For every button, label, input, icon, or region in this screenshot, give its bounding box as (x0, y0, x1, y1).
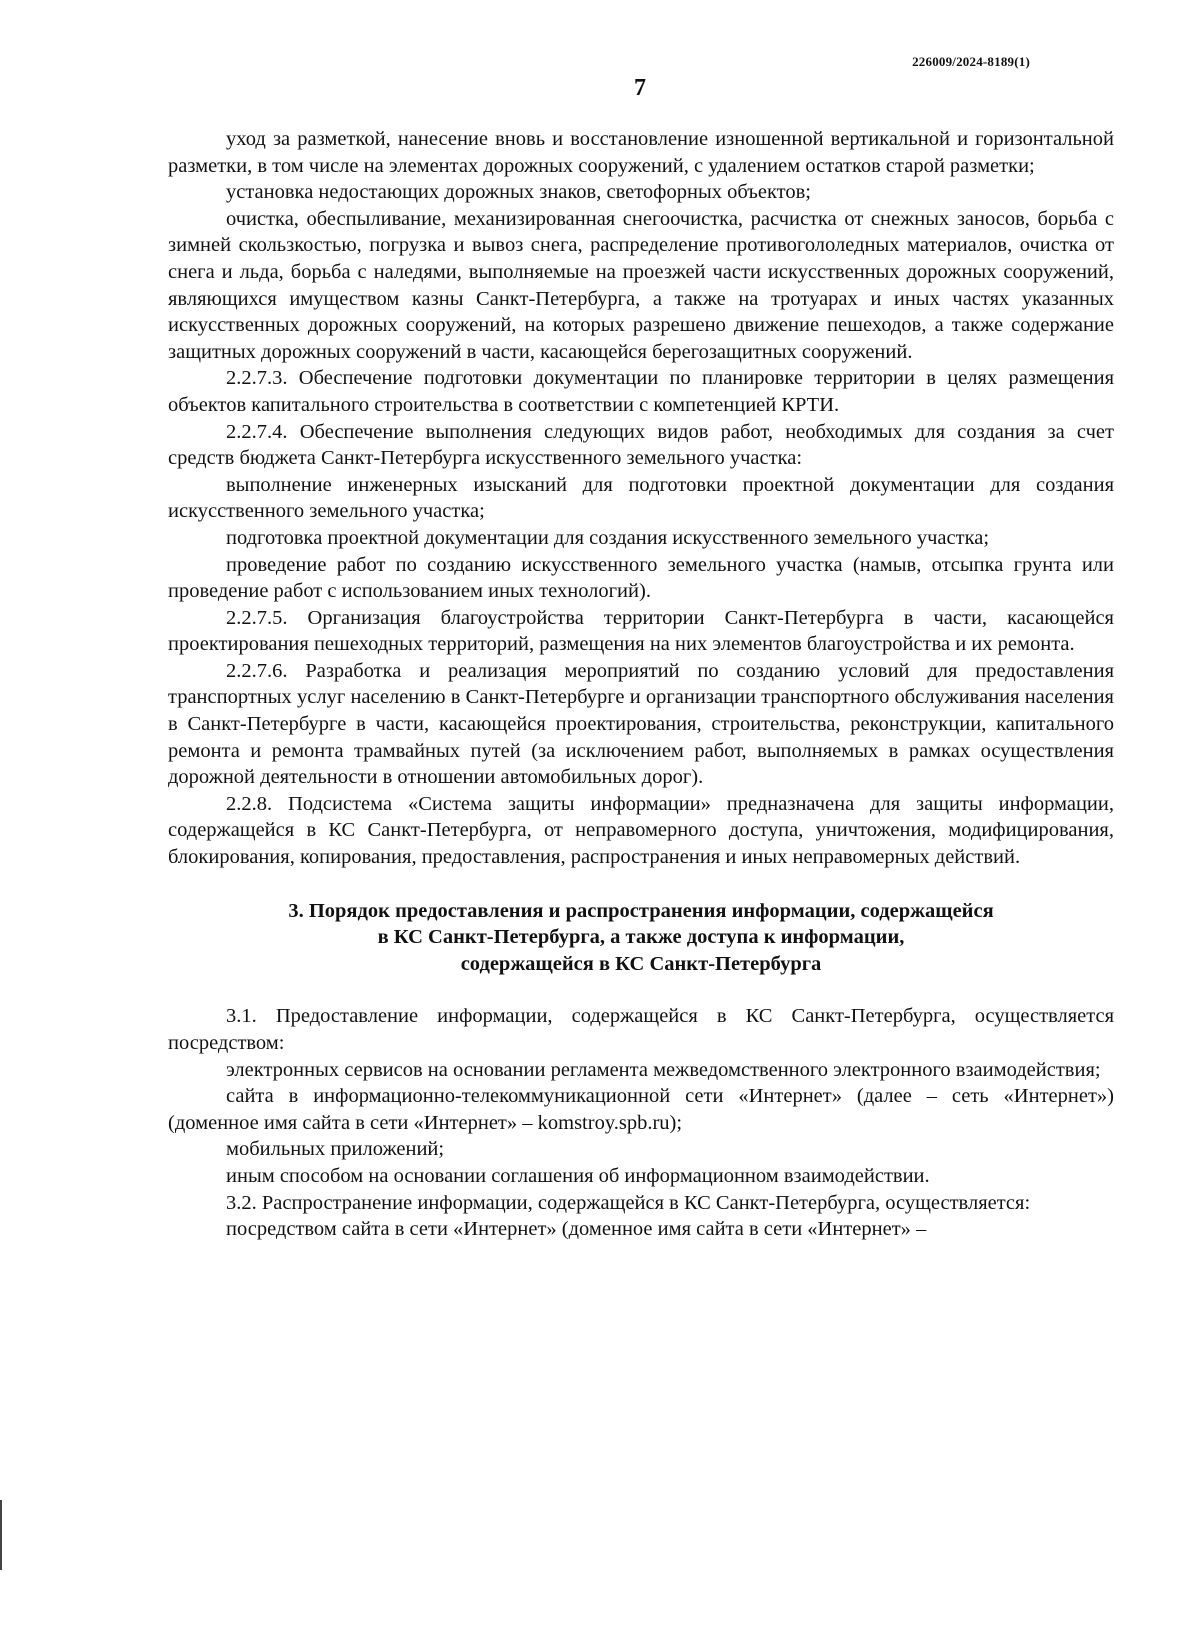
page-number: 7 (634, 75, 646, 101)
paragraph-electronic-services: электронных сервисов на основании регламента межведомственного электронного взаимодействия; (226, 1058, 1101, 1081)
paragraph-website-distribution: посредством сайта в сети «Интернет» (доменное имя сайта в сети «Интернет» – (226, 1218, 927, 1241)
paragraph-other-method: иным способом на основании соглашения об информационном взаимодействии. (226, 1164, 930, 1187)
paragraph-2-2-8: 2.2.8. Подсистема «Система защиты информации» предназначена для защиты информации, содержащейся в КС Санкт-Петербурга, от неправомерного доступа, уничтожения, модифицирования, блокирования, копирования, предоставления, распространения и иных неправомерных действий. (168, 792, 1114, 869)
section-3-heading-line-1: 3. Порядок предоставления и распространения информации, содержащейся (288, 899, 994, 922)
paragraph-website: сайта в информационно-телекоммуникационной сети «Интернет» (далее – сеть «Интернет») (доменное имя сайта в сети «Интернет» – komstroy.spb.ru); (168, 1085, 1114, 1134)
section-3-heading-line-2: в КС Санкт-Петербурга, а также доступа к информации, (377, 926, 905, 949)
section-3-heading-line-3: содержащейся в КС Санкт-Петербурга (460, 952, 822, 975)
paragraph-2-2-7-4: 2.2.7.4. Обеспечение выполнения следующих видов работ, необходимых для создания за счет средств бюджета Санкт-Петербурга искусственного земельного участка: (168, 420, 1114, 470)
paragraph-project-documentation: подготовка проектной документации для создания искусственного земельного участка; (226, 526, 990, 549)
paragraph-engineering-surveys: выполнение инженерных изысканий для подготовки проектной документации для создания искусственного земельного участка; (168, 473, 1114, 523)
paragraph-marking-maintenance: уход за разметкой, нанесение вновь и восстановление изношенной вертикальной и горизонтальной разметки, в том числе на элементах дорожных сооружений, с удалением остатков старой разметки; (168, 128, 1114, 177)
paragraph-2-2-7-6: 2.2.7.6. Разработка и реализация мероприятий по созданию условий для предоставления транспортных услуг населению в Санкт-Петербурге и организации транспортного обслуживания населения в Санкт-Петербурге в части, касающейся проектирования, строительства, реконструкции, капитального ремонта и ремонта трамвайных путей (за исключением работ, выполняемых в рамках осуществления дорожной деятельности в отношении автомобильных дорог). (168, 659, 1114, 789)
paragraph-road-signs: установка недостающих дорожных знаков, светофорных объектов; (226, 181, 811, 204)
paragraph-3-1: 3.1. Предоставление информации, содержащейся в КС Санкт-Петербурга, осуществляется посредством: (168, 1005, 1114, 1054)
paragraph-land-creation-works: проведение работ по созданию искусственного земельного участка (намыв, отсыпка грунта или проведение работ с использованием иных технологий). (168, 553, 1114, 603)
paragraph-cleaning-works: очистка, обеспыливание, механизированная снегоочистка, расчистка от снежных заносов, борьба с зимней скользкостью, погрузка и вывоз снега, распределение противогололедных материалов, очистка от снега и льда, борьба с наледями, выполняемые на проезжей части искусственных дорожных сооружений, являющихся имуществом казны Санкт-Петербурга, а также на тротуарах и иных частях указанных искусственных дорожных сооружений, на которых разрешено движение пешеходов, а также содержание защитных дорожных сооружений в части, касающейся берегозащитных сооружений. (168, 207, 1114, 363)
scan-edge-mark (0, 1500, 2, 1570)
paragraph-2-2-7-5: 2.2.7.5. Организация благоустройства территории Санкт-Петербурга в части, касающейся проектирования пешеходных территорий, размещения на них элементов благоустройства и их ремонта. (168, 606, 1114, 656)
paragraph-3-2: 3.2. Распространение информации, содержащейся в КС Санкт-Петербурга, осуществляется: (226, 1191, 1031, 1214)
document-registration-number: 226009/2024-8189(1) (912, 54, 1030, 69)
paragraph-mobile-apps: мобильных приложений; (226, 1138, 445, 1161)
document-body (168, 126, 1114, 1243)
paragraph-2-2-7-3: 2.2.7.3. Обеспечение подготовки документации по планировке территории в целях размещения объектов капитального строительства в соответствии с компетенцией КРТИ. (168, 367, 1114, 416)
section-3-heading (168, 898, 1114, 978)
